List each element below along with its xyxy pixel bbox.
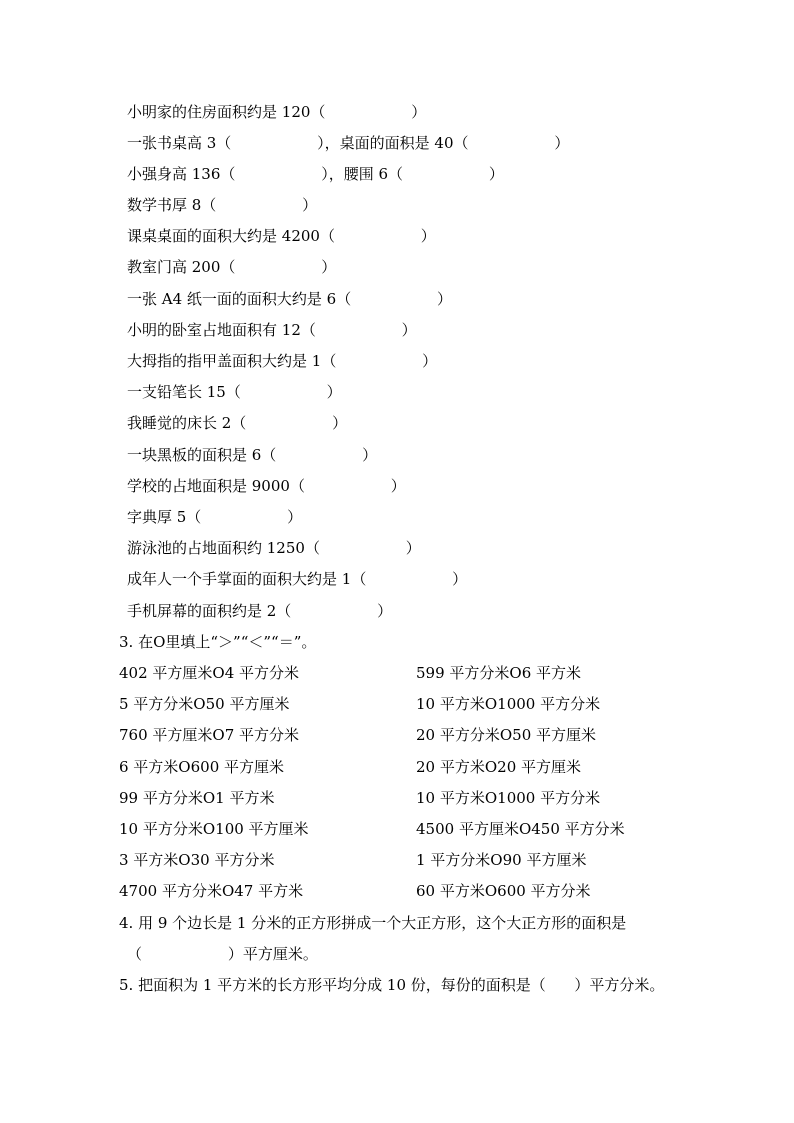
- q4-line-2: （ ）平方厘米。: [127, 945, 318, 963]
- compare-left-1: 402 平方厘米O4 平方分米: [119, 664, 300, 682]
- compare-left-7: 3 平方米O30 平方分米: [119, 851, 275, 869]
- fill-item-10: 一支铅笔长 15（ ）: [127, 383, 342, 401]
- fill-item-2: 一张书桌高 3（ ），桌面的面积是 40（ ）: [127, 134, 570, 152]
- compare-left-3: 760 平方厘米O7 平方分米: [119, 726, 300, 744]
- fill-item-17: 手机屏幕的面积约是 2（ ）: [127, 602, 393, 620]
- fill-item-6: 教室门高 200（ ）: [127, 258, 337, 276]
- compare-left-8: 4700 平方分米O47 平方米: [119, 882, 304, 900]
- fill-item-1: 小明家的住房面积约是 120（ ）: [127, 103, 427, 121]
- compare-right-3: 20 平方分米O50 平方厘米: [416, 726, 597, 744]
- compare-left-6: 10 平方分米O100 平方厘米: [119, 820, 309, 838]
- compare-right-6: 4500 平方厘米O450 平方分米: [416, 820, 625, 838]
- fill-item-3: 小强身高 136（ ），腰围 6（ ）: [127, 165, 504, 183]
- fill-item-5: 课桌桌面的面积大约是 4200（ ）: [127, 227, 436, 245]
- fill-item-13: 学校的占地面积是 9000（ ）: [127, 477, 406, 495]
- fill-item-15: 游泳池的占地面积约 1250（ ）: [127, 539, 421, 557]
- compare-right-8: 60 平方米O600 平方分米: [416, 882, 591, 900]
- fill-item-4: 数学书厚 8（ ）: [127, 196, 318, 214]
- fill-item-8: 小明的卧室占地面积有 12（ ）: [127, 321, 417, 339]
- compare-left-4: 6 平方米O600 平方厘米: [119, 758, 285, 776]
- compare-right-2: 10 平方米O1000 平方分米: [416, 695, 601, 713]
- fill-item-11: 我睡觉的床长 2（ ）: [127, 414, 348, 432]
- fill-item-9: 大拇指的指甲盖面积大约是 1（ ）: [127, 352, 438, 370]
- fill-item-14: 字典厚 5（ ）: [127, 508, 303, 526]
- compare-left-2: 5 平方分米O50 平方厘米: [119, 695, 290, 713]
- compare-right-4: 20 平方米O20 平方厘米: [416, 758, 582, 776]
- compare-right-7: 1 平方分米O90 平方厘米: [416, 851, 587, 869]
- compare-right-5: 10 平方米O1000 平方分米: [416, 789, 601, 807]
- fill-item-12: 一块黑板的面积是 6（ ）: [127, 446, 378, 464]
- compare-right-1: 599 平方分米O6 平方米: [416, 664, 582, 682]
- fill-item-7: 一张 A4 纸一面的面积大约是 6（ ）: [127, 290, 453, 308]
- q3-prompt: 3. 在O里填上“＞”“＜”“＝”。: [119, 633, 317, 651]
- q4-line-1: 4. 用 9 个边长是 1 分米的正方形拼成一个大正方形，这个大正方形的面积是: [119, 914, 627, 932]
- compare-left-5: 99 平方分米O1 平方米: [119, 789, 275, 807]
- q5-line-1: 5. 把面积为 1 平方米的长方形平均分成 10 份，每份的面积是（ ）平方分米。: [119, 976, 665, 994]
- fill-item-16: 成年人一个手掌面的面积大约是 1（ ）: [127, 570, 468, 588]
